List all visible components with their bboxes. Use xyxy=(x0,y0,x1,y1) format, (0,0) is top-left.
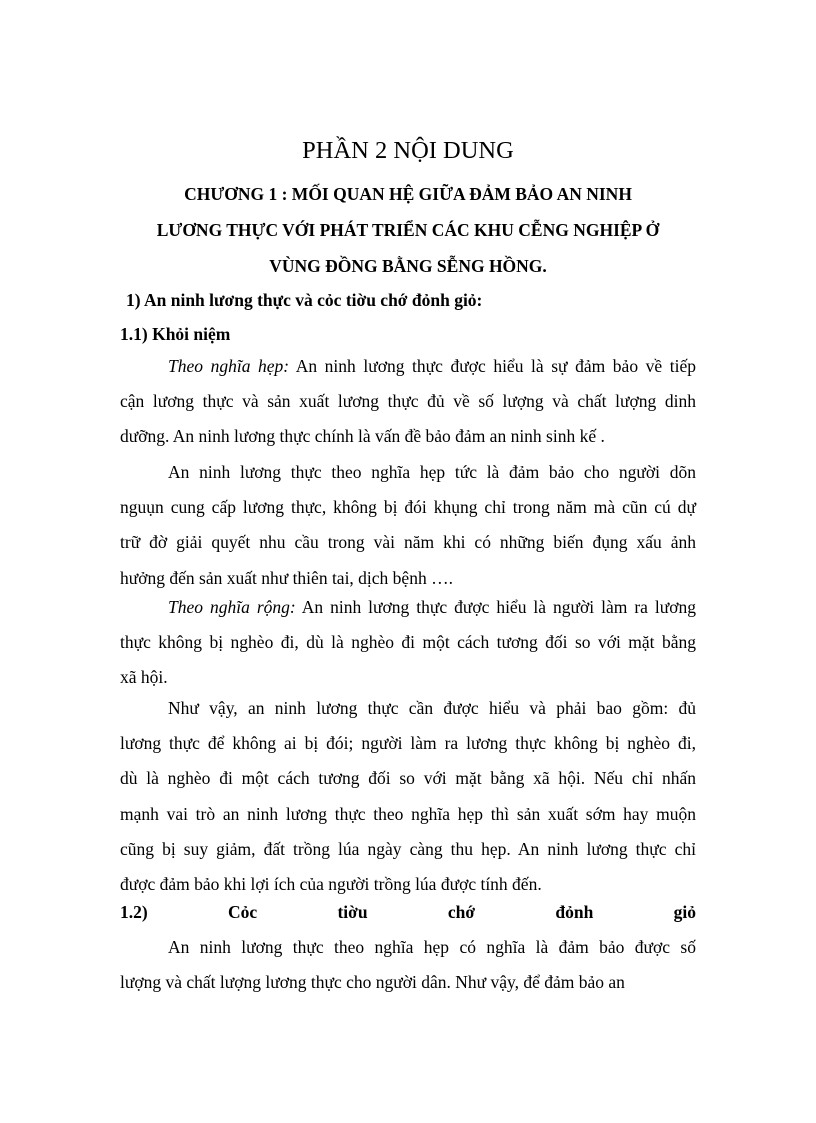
paragraph-line: mạnh vai trò an ninh lương thực theo nghĩa hẹp thì sản xuất sớm hay muộn xyxy=(120,803,696,824)
section-1-2-heading: 1.2) Cỏc tiờu chớ đỏnh giỏ xyxy=(120,902,696,922)
paragraph xyxy=(120,460,696,601)
paragraph-line: An ninh lương thực theo nghĩa hẹp tức là đảm bảo cho người dõn xyxy=(168,462,696,482)
paragraph-line: cũng bị suy giảm, đất trồng lúa ngày càng thu hẹp. An ninh lương thực chỉ xyxy=(120,838,696,859)
paragraph xyxy=(120,354,696,460)
chapter-title xyxy=(120,176,696,284)
paragraph-line: Theo nghĩa hẹp: An ninh lương thực được hiểu là sự đảm bảo về tiếp xyxy=(168,356,696,376)
paragraph-line: dưỡng. An ninh lương thực chính là vấn đề bảo đảm an ninh sinh kế . xyxy=(120,426,605,447)
chapter-title-line: LƯƠNG THỰC VỚI PHÁT TRIỂN CÁC KHU CỄNG NGHIỆP Ở xyxy=(156,220,660,240)
italic-lead: Theo nghĩa rộng: xyxy=(168,597,296,617)
part-title: PHẦN 2 NỘI DUNG xyxy=(302,137,514,164)
paragraph xyxy=(120,696,696,907)
paragraph-line: cận lương thực và sản xuất lương thực đủ về số lượng và chất lượng dinh xyxy=(120,391,696,412)
paragraph-line: xã hội. xyxy=(120,667,168,688)
paragraph-line: Theo nghĩa rộng: An ninh lương thực được hiểu là người làm ra lương xyxy=(168,597,696,617)
paragraph-line: hưởng đến sản xuất như thiên tai, dịch bệnh …. xyxy=(120,567,453,588)
paragraph xyxy=(120,595,696,701)
paragraph-line: được đảm bảo khi lợi ích của người trồng lúa được tính đến. xyxy=(120,873,542,894)
chapter-title-line: CHƯƠNG 1 : MỐI QUAN HỆ GIỮA ĐẢM BẢO AN NINH xyxy=(184,184,632,204)
paragraph-line: nguụn cung cấp lương thực, không bị đói khụng chỉ trong năm mà cũn cú dự xyxy=(120,497,696,518)
section-1-heading: 1) An ninh lương thực và cỏc tiờu chớ đỏnh giỏ: xyxy=(126,290,483,310)
paragraph-line: dù là nghèo đi một cách tương đối so với mặt bằng xã hội. Nếu chỉ nhấn xyxy=(120,768,696,789)
paragraph-line: lượng và chất lượng lương thực cho người dân. Như vậy, để đảm bảo an xyxy=(120,972,625,993)
chapter-title-line: VÙNG ĐỒNG BẰNG SỄNG HỒNG. xyxy=(269,256,547,276)
italic-lead: Theo nghĩa hẹp: xyxy=(168,356,290,376)
paragraph-line: Như vậy, an ninh lương thực cần được hiểu và phải bao gồm: đủ xyxy=(168,698,696,718)
section-1-1-heading: 1.1) Khỏi niệm xyxy=(120,324,231,344)
paragraph-line: trữ đờ giải quyết nhu cầu trong vài năm khi có những biến đụng xấu ảnh xyxy=(120,532,696,553)
paragraph-line: thực không bị nghèo đi, dù là nghèo đi một cách tương đối so với mặt bằng xyxy=(120,632,696,653)
paragraph-line: lương thực để không ai bị đói; người làm ra lương thực không bị nghèo đi, xyxy=(120,733,696,754)
paragraph xyxy=(120,935,696,1005)
paragraph-line: An ninh lương thực theo nghĩa hẹp có nghĩa là đảm bảo được số xyxy=(168,937,696,957)
